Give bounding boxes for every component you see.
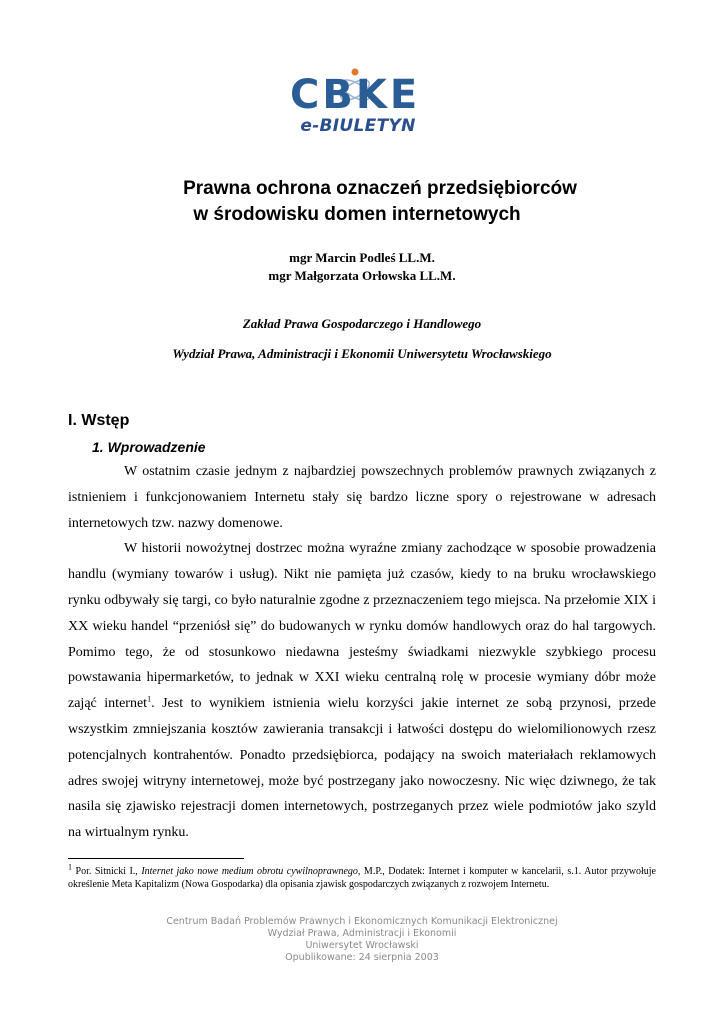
body-text bbox=[68, 459, 656, 846]
footnote-text-end: , M.P., Dodatek: Internet i komputer w kancelarii, s.1. Autor przywołuje określenie Meta Kapitalizm (Nowa Gospodarka) dla opisania zjawisk gospodarczych związanych z rozwojem Internetu. bbox=[68, 866, 656, 890]
affiliation-department: Zakład Prawa Gospodarczego i Handlowego bbox=[242, 316, 482, 331]
paragraph-2 bbox=[68, 536, 656, 846]
footnote-divider bbox=[68, 858, 244, 859]
author-2: mgr Małgorzata Orłowska LL.M. bbox=[268, 268, 456, 283]
logo-main-text: CBKE bbox=[290, 72, 421, 114]
cbke-logo bbox=[288, 68, 428, 142]
paragraph-2-end: . Jest to wynikiem istnienia wielu korzyści jakie internet ze sobą przynosi, przede wszystkim zmniejszania kosztów zawierania transakcji i łatwości dostępu do wielomilionowych rzesz potencjalnych kontrahentów. Ponadto przedsiębiorca, podający na swoich materiałach reklamowych adres swojej witryny internetowej, może być postrzegany jako nowoczesny. Nic więc dziwnego, że tak nasila się zjawisko rejestracji domen internetowych, postrzeganych przez wiele podmiotów jako szyld na wirtualnym rynku. bbox=[68, 696, 657, 841]
author-1: mgr Marcin Podleś LL.M. bbox=[289, 250, 435, 265]
footer-line-4: Opublikowane: 24 sierpnia 2003 bbox=[285, 952, 439, 963]
page-footer bbox=[0, 916, 724, 964]
affiliation-faculty: Wydział Prawa, Administracji i Ekonomii Uniwersytetu Wrocławskiego bbox=[172, 346, 552, 361]
section-heading: I. Wstęp bbox=[68, 412, 130, 429]
footer-line-1: Centrum Badań Problemów Prawnych i Ekonomicznych Komunikacji Elektronicznej bbox=[166, 916, 558, 927]
footer-line-2: Wydział Prawa, Administracji i Ekonomii bbox=[267, 928, 457, 939]
footer-line-3: Uniwersytet Wrocławski bbox=[305, 940, 419, 951]
logo-subtitle: e-BIULETYN bbox=[300, 116, 416, 136]
logo-atom-icon bbox=[288, 68, 428, 114]
footnote bbox=[68, 862, 656, 891]
page-title-line-1: Prawna ochrona oznaczeń przedsiębiorców bbox=[183, 178, 577, 199]
footnote-number: 1 bbox=[68, 862, 72, 872]
footnote-reference[interactable]: 1 bbox=[147, 694, 152, 704]
paragraph-2-start: W historii nowożytnej dostrzec można wyraźne zmiany zachodzące w sposobie prowadzenia handlu (wymiany towarów i usług). Nikt nie pamięta już czasów, kiedy to na bruku wrocławskiego rynku odbywały się targi, co było naturalnie zgodne z przeznaczeniem tego miejsca. Na przełomie XIX i XX wieku handel “przeniósł się” do budowanych w rynku domów handlowych oraz do hal targowych. Pomimo tego, że od stosunkowo niedawna jesteśmy świadkami niezwykle szybkiego procesu powstawania hipermarketów, to jednak w XXI wieku centralną rolę w procesie wymiany dóbr może zająć internet bbox=[68, 541, 656, 712]
subsection-heading: 1. Wprowadzenie bbox=[92, 439, 206, 455]
footnote-text-start: Por. Sitnicki I., bbox=[72, 866, 142, 877]
paragraph-1: W ostatnim czasie jednym z najbardziej powszechnych problemów prawnych związanych z istnieniem i funkcjonowaniem Internetu stały się bardzo liczne spory o rejestrowane w adresach internetowych tzw. nazwy domenowe. bbox=[68, 464, 656, 531]
footnote-cited-title: Internet jako nowe medium obrotu cywilnoprawnego bbox=[141, 866, 358, 877]
page-title-line-2: w środowisku domen internetowych bbox=[193, 204, 521, 225]
